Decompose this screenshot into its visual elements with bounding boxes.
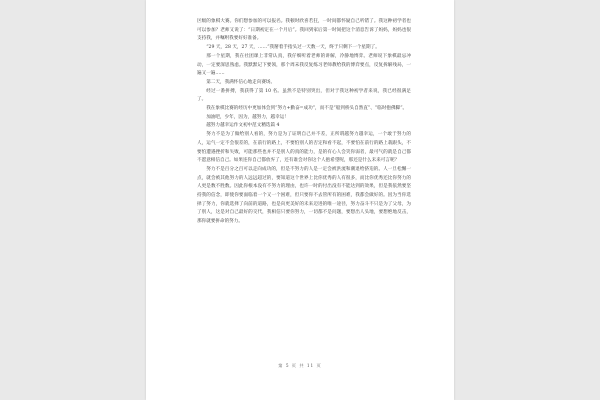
paragraph: 经过一番拼搏，我获得了第 10 名。虽然不是特别突出，但对于我这种初学者来说，我已经很满足了。 bbox=[197, 88, 411, 103]
document-body bbox=[197, 18, 411, 227]
paragraph: “29 天，28 天，27 天，……”我掰着手指头过一天数一天，终于只剩下一个星期了。 bbox=[206, 45, 380, 51]
page-footer: 第 5 页 共 11 页 bbox=[278, 363, 322, 368]
section-heading: 越努力越幸运作文初中范文精选篇 4 bbox=[206, 123, 280, 129]
paragraph: 第二天，我满怀信心地走向赛场。 bbox=[206, 79, 276, 85]
paragraph: 努力不是为了做给别人看的，努力是为了证明自己并不差，正所谓越努力越幸运，一个敢于努力的人，运气一定不会很差的，在前行的路上，不要怕别人的否定和看不起，不要怕在前行的路上栽跟头，不要怕遭遇挫折和失败，可能那些也并不是别人的真的能力，是的有心人会笑你弱者，最可气的就是自己都不愿意相信自己。如果连你自己都放弃了，还有谁会对你这个人抱希望呢，那还是什么未来可言呢？ bbox=[197, 132, 411, 164]
document-page bbox=[146, 0, 454, 400]
paragraph: 我在象棋比赛的经历中更加体会到“努力+勤奋=成功”，而不是“船到桥头自然直”、“临时抱佛脚”。 bbox=[206, 106, 408, 112]
paragraph: 区级的象棋大赛。你们想参加的可以报名。我顿时欣喜若狂，一时间都怀疑自己听错了。我这种初学者也可以参加？老师又说了：“日期初定在一个月后”。我回到家后第一时间把这个消息告诉了妈妈，妈妈也很支持我，并嘱咐我要好好准备。 bbox=[197, 19, 411, 42]
paragraph: 那一个星期，我在社团课上非常认真，我仔细听着老师的讲解，冷静地博弈。老师说下象棋最忌冲动，一定要深思熟虑。我默默记下要领，那个周末我反复练习老师教给我的博弈要点，反复拆解残局，一遍又一遍…… bbox=[197, 53, 411, 77]
paragraph: 加油吧，少年，因为，越努力，越幸运！ bbox=[206, 114, 289, 120]
paragraph: 努力不是百分之百可以走向成功的，但是不努力的人是一定会被洪流和潮退给挤迫的。人一旦松懈一点，就会被其他努力的人远远超过的，要知道这个世界上比你优秀的人有很多，而比你优秀还比你努力的人更是数不胜数。因此你根本没有不努力的理由，也许一时的付出没有不能达到的效果，但是我依然要坚持我的信念，即使你要面临着一个又一个困难，但只要你不去管所有的困难，我都会做好的。因为当你选择了努力，你就选择了向前的道路，也是向更美好的未来迈进的唯一途径，努力奋斗不只是为了父母，为了别人，这是对自己最好的交代，我相信只要你努力，一切都不是问题，要想出人头地，要想绝地反击，那你就要拼命的努力。 bbox=[197, 166, 411, 225]
